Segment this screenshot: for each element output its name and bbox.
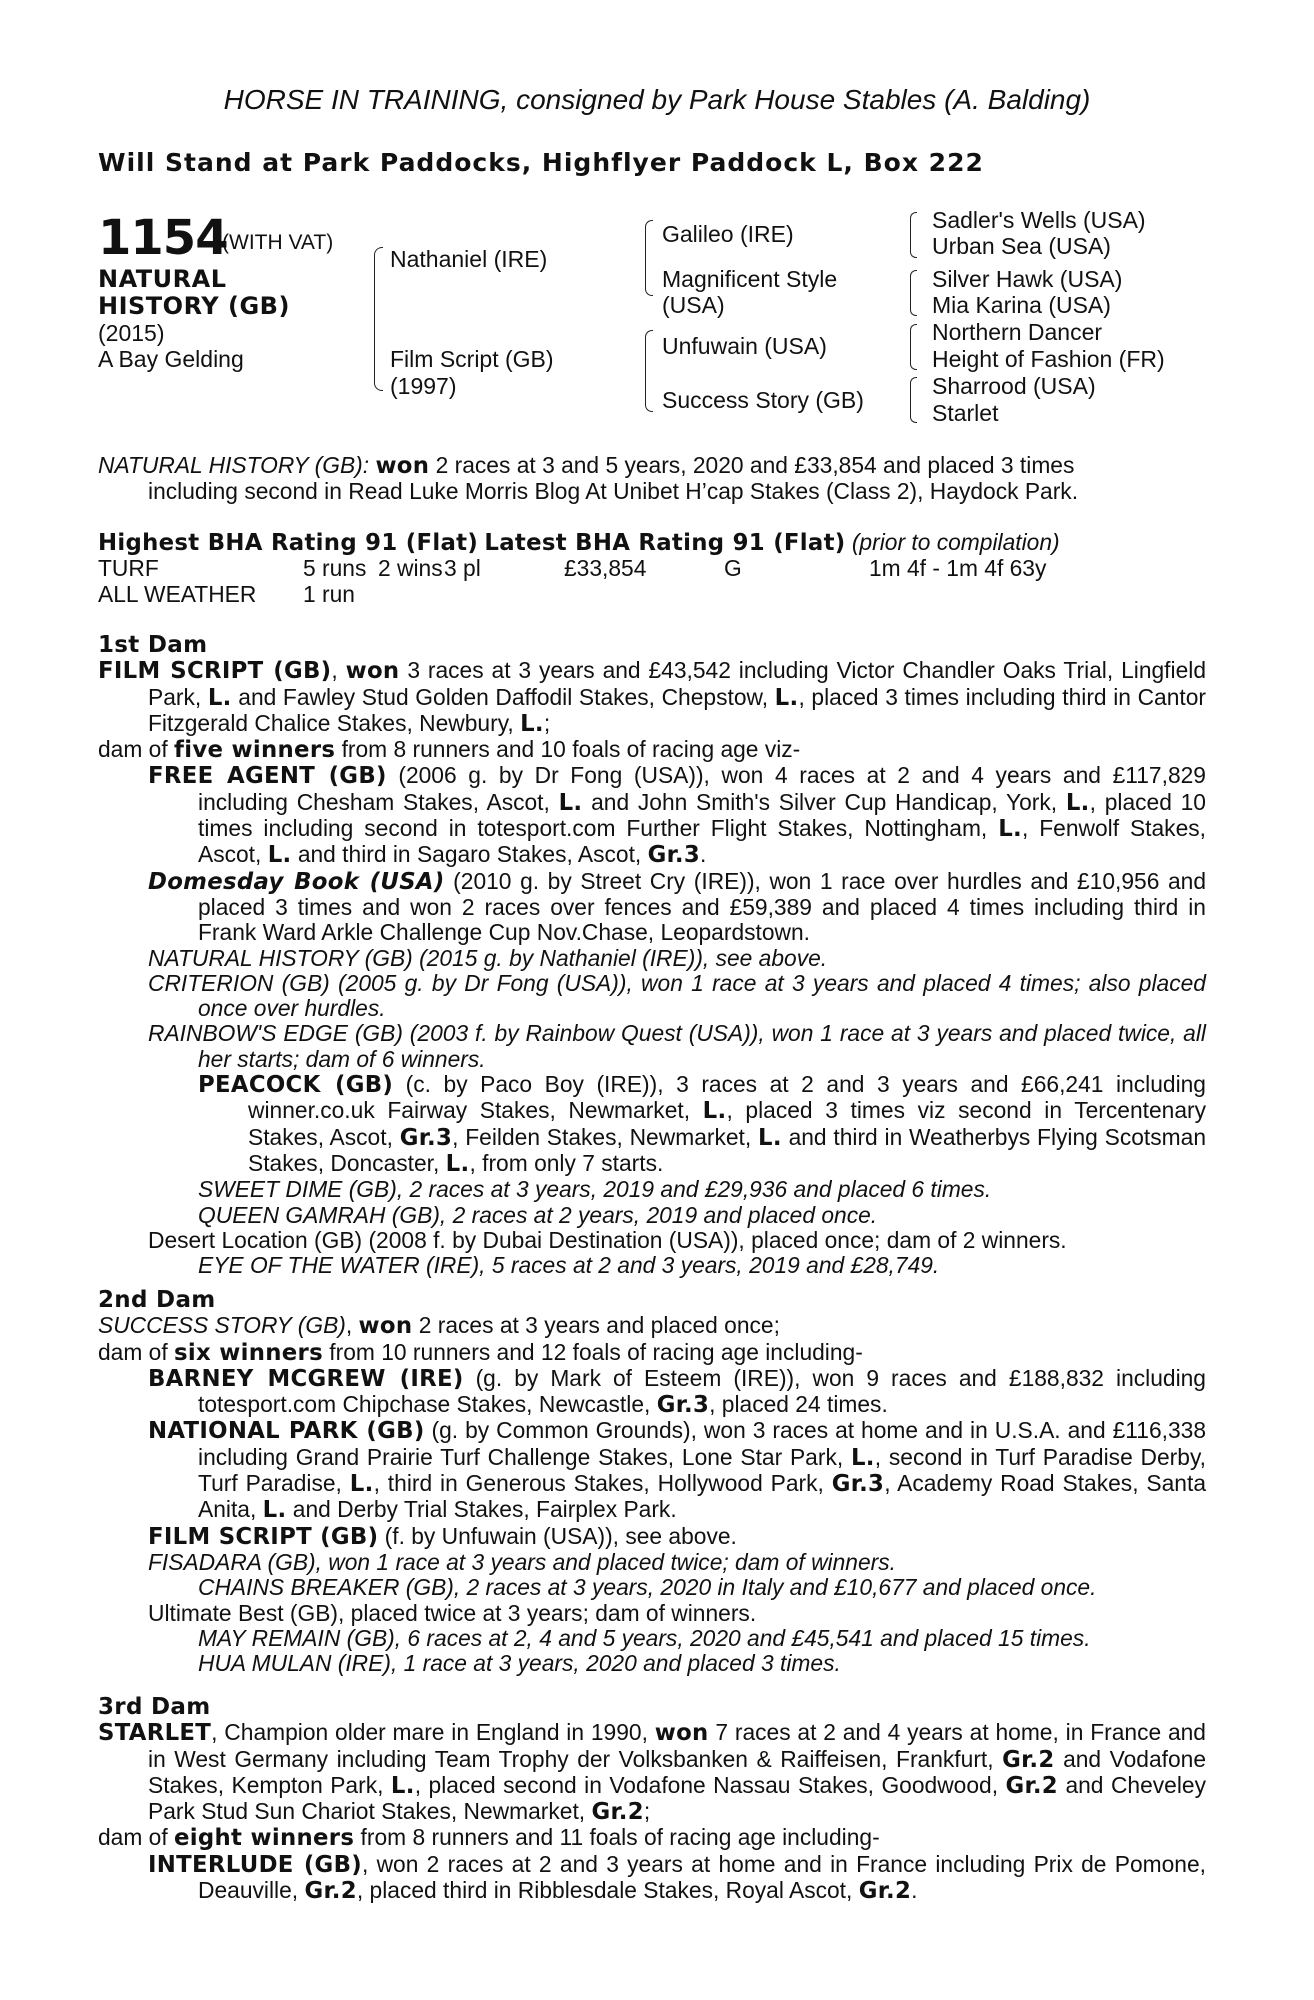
pedigree-brace [910,377,917,423]
dam-text: 7 races at 2 and 4 years at home, in France and in West Germany including Team Trophy der Volksbanken & Raiffeisen, Frankfurt, [148,1719,1206,1772]
table-cell: 2 wins [378,555,443,582]
won-label: won [345,658,400,685]
produce-text: RAINBOW'S EDGE (GB) (2003 f. by Rainbow Quest (USA)), won 1 race at 3 years and placed twice, all her starts; dam of 6 winners. [148,1020,1206,1072]
produce-record: NATURAL HISTORY (GB) (2015 g. by Nathaniel (IRE)), see above. [148,944,828,971]
table-cell: G [724,555,742,582]
grand-produce-record: CHAINS BREAKER (GB), 2 races at 3 years, 2020 in Italy and £10,677 and placed once. [198,1574,1097,1601]
produce-name: Domesday Book (USA) [148,868,445,895]
sire-dam-line1: Magnificent Style [662,266,838,292]
dam-text: and Cheveley Park Stud Sun Chariot Stakes, Newmarket, [148,1771,1206,1825]
won-label: won [375,453,430,479]
group-badge: Gr.3 [399,1124,453,1151]
listed-badge: L. [850,1444,875,1471]
listed-badge: L. [702,1098,727,1125]
stand-location: Will Stand at Park Paddocks, Highflyer Paddock L, Box 222 [98,148,984,177]
group-badge: Gr.2 [858,1878,912,1905]
lot-number: 1154 [98,210,228,266]
produce-text: , won 2 races at 2 and 3 years at home and in France including Prix de Pomone, Deauville, [198,1850,1206,1904]
produce-text: , Academy Road Stakes, Santa Anita, [198,1470,1206,1523]
table-cell: £33,854 [564,555,647,582]
table-row [98,582,1046,607]
race-record-table [98,556,1046,607]
latest-rating: Latest BHA Rating 91 (Flat) [484,530,846,556]
winners-count: six winners [174,1339,323,1366]
listed-badge: L. [1065,789,1090,816]
produce-name: INTERLUDE (GB) [148,1851,362,1878]
winners-count: eight winners [174,1825,355,1852]
table-cell: 5 runs [303,555,367,582]
summary-horse-name: NATURAL HISTORY (GB): [98,452,370,478]
first-dam-section: 1st Dam FILM SCRIPT (GB), won 3 races at 3 years and £43,542 including Victor Chandler Oaks Trial, Lingfield Park, L. and Fawley Stud Golden Daffodil Stakes, Chepstow, L., placed 3 times including third in Cantor Fitzgerald Chalice Stakes, Newbury, L.; dam of five winners from 8 runners and 10 foals of racing age viz- FREE AGENT (GB) (2006 g. by Dr Fong (USA)), won 4 races at 2 and 4 years and £117,829 including Chesham Stakes, Ascot, L. and John Smith's Silver Cup Handicap, York, L., placed 10 times including second in totesport.com Further Flight Stakes, Nottingham, L., Fenwolf Stakes, Ascot, L. and third in Sagaro Stakes, Ascot, Gr.3. Domesday Book (USA) (2010 g. by Street Cry (IRE)), won 1 race over hurdles and £10,956 and placed 3 times and won 2 races over fences and £59,389 and placed 4 times including third in Frank Ward Arkle Challenge Cup Nov.Chase, Leopardstown. NATURAL HISTORY (GB) (2015 g. by Nathaniel (IRE)), see above. CRITERION (GB) (2005 g. by Dr Fong (USA)), won 1 race at 3 years and placed 4 times; also placed once over hurdles. RAINBOW'S EDGE (GB) (2003 f. by Rainbow Quest (USA)), won 1 race at 3 years and placed twice, all her starts; dam of 6 winners. PEACOCK (GB) (c. by Paco Boy (IRE)), 3 races at 2 and 3 years and £66,241 including winner.co.uk Fairway Stakes, Newmarket, L., placed 3 times viz second in Tercentenary Stakes, Ascot, Gr.3, Feilden Stakes, Newmarket, L. and third in Weatherbys Flying Scotsman Stakes, Doncaster, L., from only 7 starts. SWEET DIME (GB), 2 races at 3 years, 2019 and £29,936 and placed 6 times. QUEEN GAMRAH (GB), 2 races at 2 years, 2019 and placed once. Desert Location (GB) (2008 f. by Dubai Destination (USA)), placed once; dam of 2 winners. EYE OF THE WATER (IRE), 5 races at 2 and 3 years, 2019 and £28,749. [98,632,1207,1279]
dam-name: SUCCESS STORY (GB) [98,1312,346,1339]
table-cell: 1m 4f - 1m 4f 63y [869,555,1047,582]
table-cell: 1 run [303,580,355,607]
listed-badge: L. [445,1150,470,1177]
produce-text: , third in Generous Stakes, Hollywood Park, [373,1470,832,1497]
produce-text: and Derby Trial Stakes, Fairplex Park. [286,1496,677,1523]
group-badge: Gr.3 [831,1471,885,1498]
dam-text: , Champion older mare in England in 1990, [211,1719,655,1746]
group-badge: Gr.3 [656,1392,710,1419]
group-badge: Gr.3 [647,842,701,869]
produce-record [98,1418,1206,1523]
dam-of-text: from 8 runners and 10 foals of racing age viz- [335,736,801,763]
group-badge: Gr.2 [304,1878,357,1905]
dam-of-text: dam of [98,1338,175,1365]
listed-badge: L. [520,710,544,737]
produce-text: and John Smith's Silver Cup Handicap, York, [582,788,1066,815]
page-title: HORSE IN TRAINING, consigned by Park House Stables (A. Balding) [223,84,1091,115]
produce-text: and third in Weatherbys Flying Scotsman Stakes, Doncaster, [248,1123,1206,1176]
produce-record: Ultimate Best (GB), placed twice at 3 years; dam of winners. [148,1599,757,1626]
pedigree-brace [910,212,917,258]
sire-sire-dam: Urban Sea (USA) [932,233,1111,259]
produce-record [98,869,1206,946]
table-row [98,556,1046,581]
section-heading: 1st Dam [98,632,208,658]
produce-name: FILM SCRIPT (GB) [148,1523,379,1550]
dam-of-text: from 8 runners and 11 foals of racing age including- [354,1824,880,1851]
produce-name: PEACOCK (GB) [198,1072,394,1099]
summary-text-2: including second in Read Luke Morris Blog At Unibet H’cap Stakes (Class 2), Haydock Park. [148,478,1079,505]
listed-badge: L. [998,816,1022,843]
table-cell: ALL WEATHER [98,580,257,607]
produce-text: . [700,841,707,868]
pedigree-brace [374,247,383,391]
grand-produce-record: EYE OF THE WATER (IRE), 5 races at 2 and 3 years, 2019 and £28,749. [198,1252,940,1279]
listed-badge: L. [262,1497,287,1524]
race-summary [98,453,1206,505]
grand-produce-record: HUA MULAN (IRE), 1 race at 3 years, 2020 and placed 3 times. [198,1650,841,1677]
dam-sire-dam: Height of Fashion (FR) [932,346,1165,372]
dam-text: ; [543,709,551,736]
dam-text: 3 races at 3 years and £43,542 including Victor Chandler Oaks Trial, Lingfield Park, [148,657,1207,710]
section-heading: 2nd Dam [98,1287,216,1313]
dam-text: , placed second in Vodafone Nassau Stakes, Goodwood, [414,1771,1006,1798]
group-badge: Gr.2 [1002,1746,1055,1773]
produce-text: (2006 g. by Dr Fong (USA)), won 4 races at 2 and 4 years and £117,829 including Chesham Stakes, Ascot, [198,762,1206,815]
produce-text: , placed 3 times viz second in Tercentenary Stakes, Ascot, [248,1097,1206,1150]
produce-record [98,1524,1206,1550]
produce-record: FISADARA (GB), won 1 race at 3 years and placed twice; dam of winners. [148,1548,896,1575]
vat-note: (WITH VAT) [222,231,334,254]
produce-text: , Feilden Stakes, Newmarket, [452,1123,758,1150]
second-dam-section: 2nd Dam SUCCESS STORY (GB), won 2 races at 3 years and placed once; dam of six winners from 10 runners and 12 foals of racing age including- BARNEY MCGREW (IRE) (g. by Mark of Esteem (IRE)), won 9 races and £188,832 including totesport.com Chipchase Stakes, Newcastle, Gr.3, placed 24 times. NATIONAL PARK (GB) (g. by Common Grounds), won 3 races at home and in U.S.A. and £116,338 including Grand Prairie Turf Challenge Stakes, Lone Star Park, L., second in Turf Paradise Derby, Turf Paradise, L., third in Generous Stakes, Hollywood Park, Gr.3, Academy Road Stakes, Santa Anita, L. and Derby Trial Stakes, Fairplex Park. FILM SCRIPT (GB) (f. by Unfuwain (USA)), see above. FISADARA (GB), won 1 race at 3 years and placed twice; dam of winners. CHAINS BREAKER (GB), 2 races at 3 years, 2020 in Italy and £10,677 and placed once. Ultimate Best (GB), placed twice at 3 years; dam of winners. MAY REMAIN (GB), 6 races at 2, 4 and 5 years, 2020 and £45,541 and placed 15 times. HUA MULAN (IRE), 1 race at 3 years, 2020 and placed 3 times. [98,1287,1206,1677]
rating-section [98,530,1206,607]
dam-text: , placed 3 times including third in Cantor Fitzgerald Chalice Stakes, Newbury, [148,683,1207,736]
produce-text: . [911,1877,918,1904]
produce-name: NATIONAL PARK (GB) [148,1418,425,1445]
produce-text: CRITERION (GB) (2005 g. by Dr Fong (USA)), won 1 race at 3 years and placed 4 times; also placed once over hurdles. [148,969,1206,1022]
produce-text: , placed 10 times including second in totesport.com Further Flight Stakes, Nottingham, [198,788,1206,842]
produce-text: (f. by Unfuwain (USA)), see above. [378,1522,737,1549]
sire-dam-sire: Silver Hawk (USA) [932,266,1123,292]
produce-text: (c. by Paco Boy (IRE)), 3 races at 2 and 3 years and £66,241 including winner.co.uk Fairway Stakes, Newmarket, [248,1071,1206,1124]
dam-of-text: dam of [98,1824,175,1851]
section-heading: 3rd Dam [98,1694,211,1720]
winners-count: five winners [174,737,336,764]
dam-year: (1997) [390,373,457,399]
listed-badge: L. [349,1471,374,1498]
produce-text: , placed 24 times. [709,1391,888,1418]
dam-of-text: dam of [98,736,175,763]
dam-sire-sire: Northern Dancer [932,319,1103,345]
dam-dam-sire: Sharrood (USA) [932,373,1096,399]
sire: Nathaniel (IRE) [390,246,548,272]
sire-sire: Galileo (IRE) [662,221,794,247]
horse-description: A Bay Gelding [98,346,244,372]
listed-badge: L. [558,789,583,816]
table-cell: TURF [98,555,159,582]
produce-text: , Fenwolf Stakes, Ascot, [198,815,1206,868]
grand-produce-record: QUEEN GAMRAH (GB), 2 races at 2 years, 2019 and placed once. [198,1201,878,1228]
produce-text: , from only 7 starts. [469,1149,664,1176]
summary-text: 2 races at 3 and 5 years, 2020 and £33,854 and placed 3 times [429,452,1075,478]
won-label: won [654,1720,709,1747]
rating-note: (prior to compilation) [851,529,1060,555]
dam-text: and Fawley Stud Golden Daffodil Stakes, Chepstow, [231,683,775,710]
horse-name-line1: NATURAL [98,265,227,293]
horse-year: (2015) [98,320,165,346]
dam-text: and Vodafone Stakes, Kempton Park, [148,1745,1206,1798]
dam-name: STARLET [98,1720,212,1747]
sire-dam-line2: (USA) [662,292,725,318]
pedigree-brace [910,324,917,370]
produce-text: , second in Turf Paradise Derby, Turf Paradise, [198,1443,1206,1497]
produce-name: BARNEY MCGREW (IRE) [148,1365,464,1392]
dam-dam: Success Story (GB) [662,387,864,413]
group-badge: Gr.2 [591,1799,644,1826]
horse-name-line2: HISTORY (GB) [98,292,290,320]
produce-name: FREE AGENT (GB) [148,763,387,790]
grand-produce-record: MAY REMAIN (GB), 6 races at 2, 4 and 5 years, 2020 and £45,541 and placed 15 times. [198,1624,1091,1651]
produce-record [98,1852,1206,1905]
grand-produce-record: SWEET DIME (GB), 2 races at 3 years, 2019 and £29,936 and placed 6 times. [198,1176,992,1203]
highest-rating: Highest BHA Rating 91 (Flat) [98,530,479,556]
table-cell: 3 pl [444,555,481,582]
produce-record [98,763,1206,868]
pedigree-brace [645,330,653,412]
produce-text: and third in Sagaro Stakes, Ascot, [291,841,648,868]
pedigree-brace [645,220,653,296]
listed-badge: L. [267,842,292,869]
dam: Film Script (GB) [390,346,554,372]
produce-record [98,971,1206,1022]
dam-sire: Unfuwain (USA) [662,333,827,359]
produce-text: (g. by Mark of Esteem (IRE)), won 9 races and £188,832 including totesport.com Chipchase Stakes, Newcastle, [198,1364,1206,1418]
listed-badge: L. [207,684,232,711]
dam-text: 2 races at 3 years and placed once; [412,1312,780,1339]
produce-text: (2010 g. by Street Cry (IRE)), won 1 race over hurdles and £10,956 and placed 3 times and won 2 races over fences and £59,389 and placed 4 times including third in Frank Ward Arkle Challenge Cup Nov.Chase, Leopardstown. [198,867,1207,946]
pedigree-brace [910,270,917,316]
listed-badge: L. [758,1124,782,1151]
dam-dam-dam: Starlet [932,400,999,426]
sire-sire-sire: Sadler's Wells (USA) [932,207,1146,233]
produce-record [98,1021,1206,1072]
dam-name: FILM SCRIPT (GB) [98,658,332,685]
produce-text: , placed third in Ribblesdale Stakes, Royal Ascot, [356,1877,859,1904]
grand-produce-record [98,1072,1206,1177]
sire-dam-dam: Mia Karina (USA) [932,292,1111,318]
listed-badge: L. [390,1772,415,1799]
won-label: won [358,1313,413,1340]
produce-text: (g. by Common Grounds), won 3 races at home and in U.S.A. and £116,338 including Grand Prairie Turf Challenge Stakes, Lone Star Park, [198,1417,1206,1470]
listed-badge: L. [774,684,799,711]
produce-record: Desert Location (GB) (2008 f. by Dubai Destination (USA)), placed once; dam of 2 winners. [148,1226,1067,1253]
produce-record [98,1366,1206,1419]
dam-of-text: from 10 runners and 12 foals of racing age including- [322,1338,863,1365]
dam-text: ; [643,1798,651,1825]
group-badge: Gr.2 [1005,1772,1058,1799]
third-dam-section [98,1695,1206,1904]
